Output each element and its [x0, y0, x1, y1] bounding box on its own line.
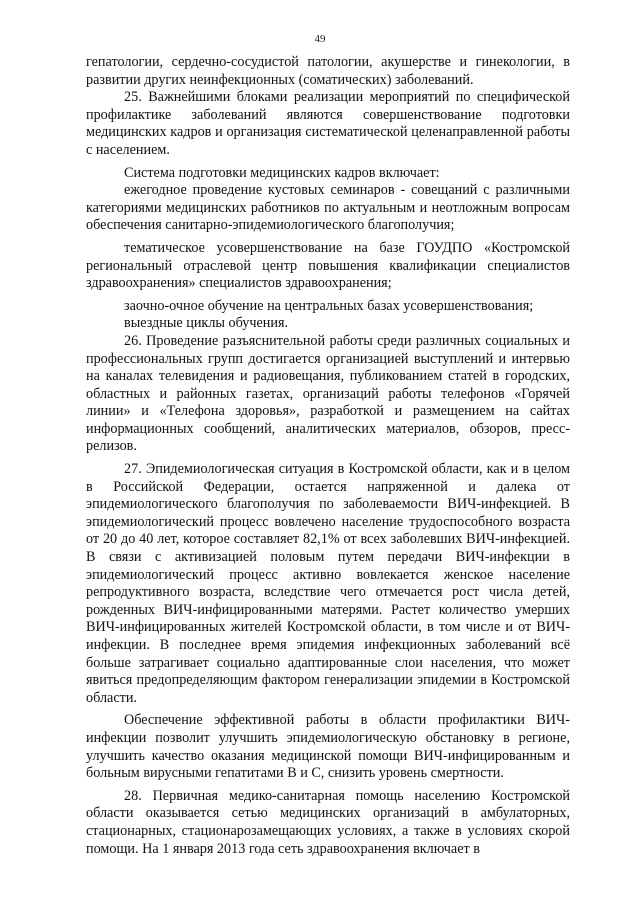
paragraph-28: 28. Первичная медико-санитарная помощь населению Костромской области оказывается сетью медицинских организаций в амбулаторных, стационарных, стационарозамещающих условиях, а также в условиях скорой помощи. На 1 января 2013 года сеть здравоохранения включает в: [86, 787, 570, 857]
page-number: 49: [314, 33, 326, 45]
paragraph-training-system: Система подготовки медицинских кадров включает:: [124, 164, 440, 181]
document-body: [86, 54, 570, 858]
paragraph-27: 27. Эпидемиологическая ситуация в Костромской области, как и в целом в Российской Федерации, остается напряженной и далека от эпидемиологического благополучия по заболеваемости ВИЧ-инфекцией. В эпидемиологический процесс вовлечено население трудоспособного возраста от 20 до 40 лет, которое составляет 82,1% от всех заболевших ВИЧ-инфекцией. В связи с активизацией половым путем передачи ВИЧ-инфекции в эпидемиологический процесс активно вовлекается женское население репродуктивного возраста, вследствие чего отмечается рост числа детей, рожденных ВИЧ-инфицированными матерями. Растет количество умерших ВИЧ-инфицированных жителей Костромской области, в том числе и от ВИЧ-инфекции. В последнее время эпидемия инфекционных заболеваний всё больше затрагивает социально адаптированные слои населения, что может явиться предопределяющим фактором генерализации эпидемии в Костромской области.: [86, 461, 570, 706]
list-item-correspondence-training: заочно-очное обучение на центральных базах усовершенствования;: [124, 297, 534, 314]
list-item-thematic-training: тематическое усовершенствование на базе ГОУДПО «Костромской региональный отраслевой центр повышения квалификации специалистов здравоохранения» специалистов здравоохранения;: [86, 239, 570, 292]
paragraph-continuation: гепатологии, сердечно-сосудистой патологии, акушерстве и гинекологии, в развитии других неинфекционных (соматических) заболеваний.: [86, 54, 570, 88]
paragraph-26: 26. Проведение разъяснительной работы среди различных социальных и профессиональных групп достигается организацией выступлений и интервью на каналах телевидения и радиовещания, публикованием статей в городских, областных и районных газетах, организаций работы телефонов «Горячей линии» и «Телефона здоровья», разработкой и размещением на сайтах информационных сообщений, аналитических материалов, обзоров, пресс-релизов.: [86, 332, 570, 455]
list-item-field-cycles: выездные циклы обучения.: [124, 315, 289, 332]
paragraph-25: 25. Важнейшими блоками реализации мероприятий по специфической профилактике заболеваний являются совершенствование подготовки медицинских кадров и организация систематической целенаправленной работы с населением.: [86, 89, 570, 158]
list-item-seminars: ежегодное проведение кустовых семинаров - совещаний с различными категориями медицинских работников по актуальным и неотложным вопросам обеспечения санитарно-эпидемиологического благополучия;: [86, 182, 570, 234]
paragraph-hiv-prevention: Обеспечение эффективной работы в области профилактики ВИЧ-инфекции позволит улучшить эпидемиологическую обстановку в регионе, улучшить качество оказания медицинской помощи ВИЧ-инфицированным и больным вирусными гепатитами В и С, снизить уровень смертности.: [86, 712, 570, 782]
